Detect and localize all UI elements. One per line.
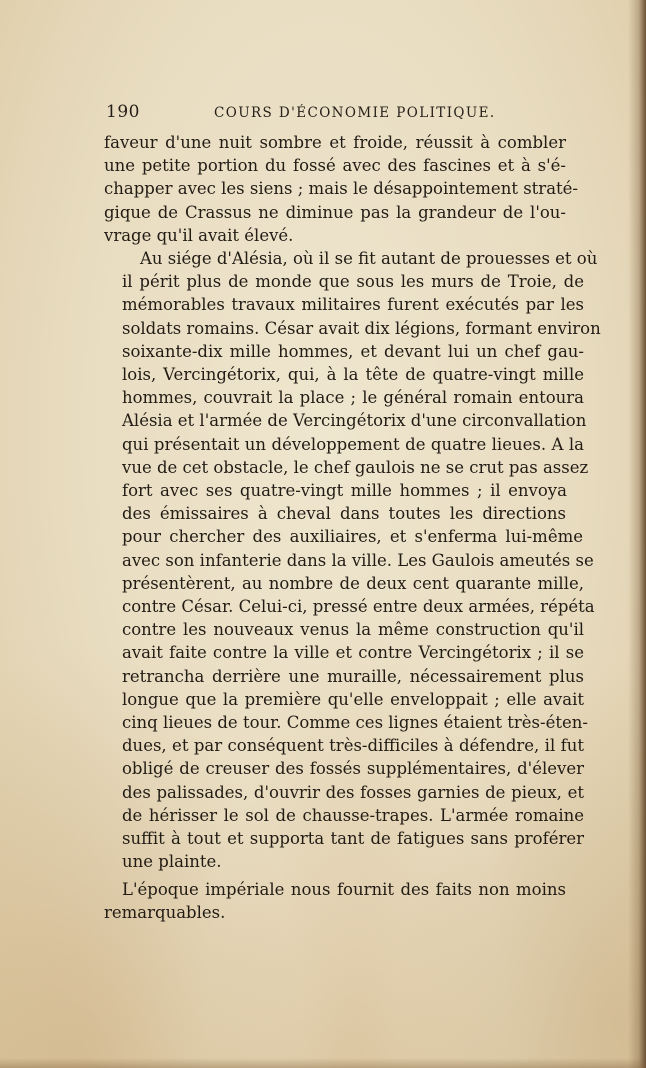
text-line: soixante-dix mille hommes, et devant lui un chef gau-: [122, 341, 584, 361]
text-line: une petite portion du fossé avec des fascines et à s'é-: [104, 156, 566, 176]
running-title: COURS D'ÉCONOMIE POLITIQUE.: [214, 105, 496, 121]
text-line: gique de Crassus ne diminue pas la grandeur de l'ou-: [104, 202, 566, 222]
text-line: des émissaires à cheval dans toutes les directions: [122, 504, 566, 524]
page-number: 190: [106, 102, 140, 122]
text-line: Au siége d'Alésia, où il se fit autant de prouesses et où: [140, 249, 598, 269]
text-line: vue de cet obstacle, le chef gaulois ne se crut pas assez: [122, 457, 589, 477]
text-line: Alésia et l'armée de Vercingétorix d'une circonvallation: [122, 411, 587, 431]
page-edge-shadow: [628, 0, 646, 1068]
text-line: cinq lieues de tour. Comme ces lignes étaient très-éten-: [122, 713, 588, 733]
text-line: vrage qu'il avait élevé.: [104, 225, 294, 245]
text-line: hommes, couvrait la place ; le général romain entoura: [122, 388, 584, 408]
text-line: contre les nouveaux venus la même construction qu'il: [122, 620, 584, 640]
text-line: faveur d'une nuit sombre et froide, réussit à combler: [104, 133, 566, 152]
text-line: longue que la première qu'elle enveloppait ; elle avait: [122, 689, 584, 709]
body-text: [104, 131, 601, 924]
paragraph-3: [104, 878, 566, 924]
running-head: [106, 102, 566, 126]
paragraph-1: [104, 131, 578, 247]
text-line: qui présentait un développement de quatre lieues. A la: [122, 434, 584, 454]
text-line: avec son infanterie dans la ville. Les Gaulois ameutés se: [122, 550, 594, 570]
text-line: contre César. Celui-ci, pressé entre deux armées, répéta: [122, 597, 595, 617]
page-bottom-stain: [0, 1058, 646, 1068]
text-line: avait faite contre la ville et contre Vercingétorix ; il se: [122, 643, 584, 663]
text-line: fort avec ses quatre-vingt mille hommes ; il envoya: [122, 481, 567, 501]
text-line: une plainte.: [122, 852, 222, 872]
text-line: soldats romains. César avait dix légions, formant environ: [122, 318, 601, 338]
text-line: présentèrent, au nombre de deux cent quarante mille,: [122, 573, 584, 593]
text-line: des palissades, d'ouvrir des fosses garnies de pieux, et: [122, 782, 584, 802]
text-line: chapper avec les siens ; mais le désappointement straté-: [104, 179, 578, 199]
text-line: mémorables travaux militaires furent exécutés par les: [122, 295, 584, 315]
text-line: retrancha derrière une muraille, nécessairement plus: [122, 666, 584, 686]
text-line: de hérisser le sol de chausse-trapes. L'armée romaine: [122, 805, 584, 825]
text-line: L'époque impériale nous fournit des faits non moins: [122, 879, 566, 899]
paragraph-2: [104, 247, 601, 873]
text-line: remarquables.: [104, 902, 226, 922]
text-line: lois, Vercingétorix, qui, à la tête de quatre-vingt mille: [122, 365, 584, 385]
text-line: suffit à tout et supporta tant de fatigues sans proférer: [122, 829, 584, 849]
text-line: pour chercher des auxiliaires, et s'enferma lui-même: [122, 527, 584, 547]
text-line: il périt plus de monde que sous les murs de Troie, de: [122, 272, 584, 292]
text-line: dues, et par conséquent très-difficiles à défendre, il fut: [122, 736, 584, 756]
text-line: obligé de creuser des fossés supplémentaires, d'élever: [122, 759, 584, 779]
